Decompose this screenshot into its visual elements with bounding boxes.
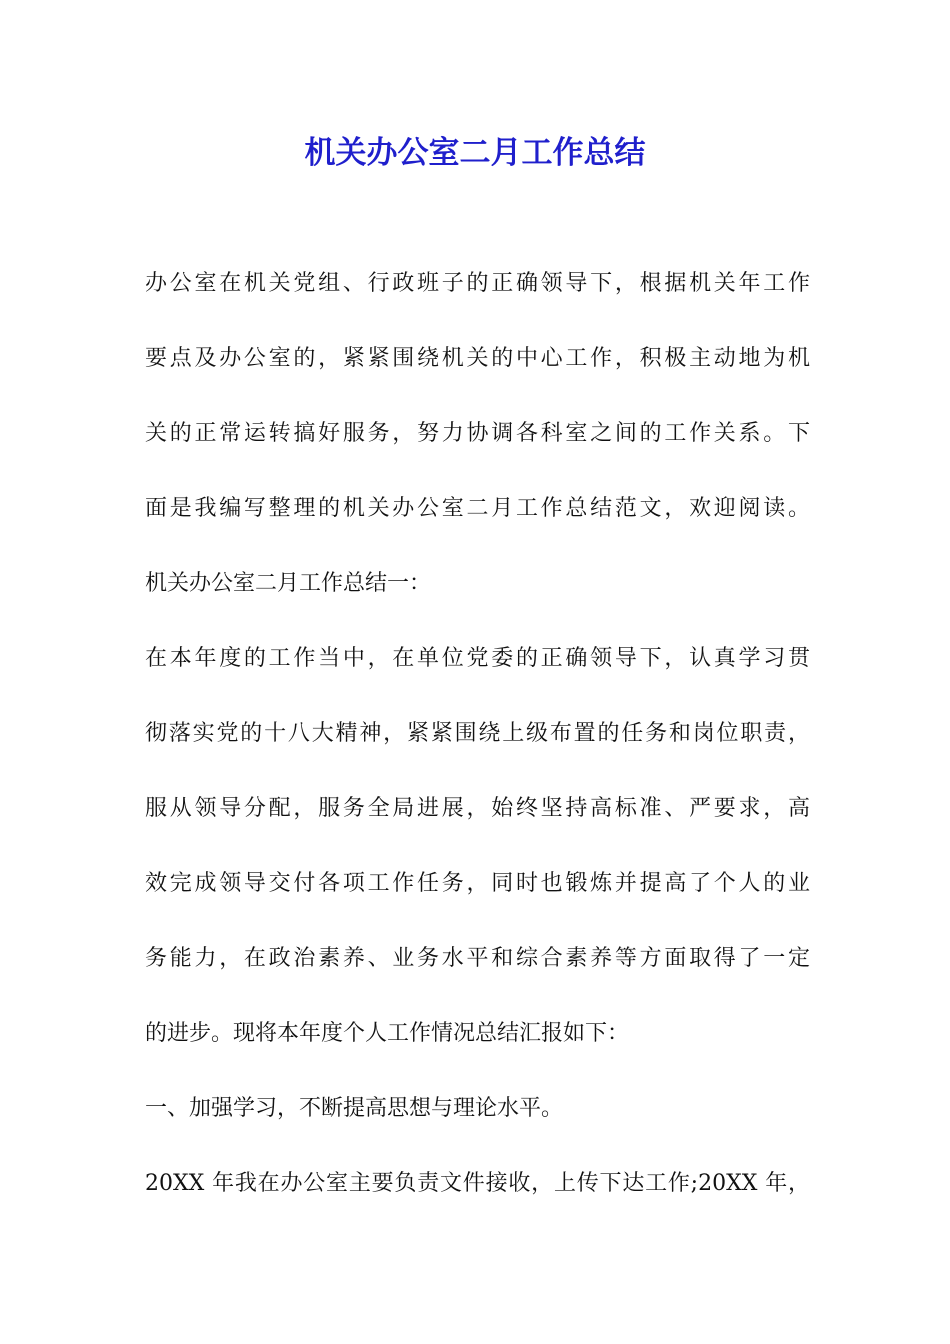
body-line-9: 效完成领导交付各项工作任务，同时也锻炼并提高了个人的业: [145, 871, 810, 896]
body-line-11: 的进步。现将本年度个人工作情况总结汇报如下：: [145, 1021, 630, 1046]
body-line-7: 彻落实党的十八大精神，紧紧围绕上级布置的任务和岗位职责，: [145, 721, 810, 746]
body-line-8: 服从领导分配，服务全局进展，始终坚持高标准、严要求，高: [145, 796, 810, 821]
body-line-6: 在本年度的工作当中，在单位党委的正确领导下，认真学习贯: [145, 646, 810, 671]
subheading-1: 一、加强学习，不断提高思想与理论水平。: [145, 1096, 564, 1121]
body-line-1: 办公室在机关党组、行政班子的正确领导下，根据机关年工作: [145, 271, 810, 296]
body-line-3: 关的正常运转搞好服务，努力协调各科室之间的工作关系。下: [145, 421, 810, 446]
body-line-2: 要点及办公室的，紧紧围绕机关的中心工作，积极主动地为机: [145, 346, 810, 371]
document-title: 机关办公室二月工作总结: [304, 135, 646, 171]
body-line-4: 面是我编写整理的机关办公室二月工作总结范文，欢迎阅读。: [145, 496, 810, 521]
section-heading-1: 机关办公室二月工作总结一：: [145, 571, 432, 596]
body-line-10: 务能力，在政治素养、业务水平和综合素养等方面取得了一定: [145, 946, 810, 971]
body-line-13: 20XX 年我在办公室主要负责文件接收，上传下达工作;20XX 年，: [145, 1171, 810, 1196]
